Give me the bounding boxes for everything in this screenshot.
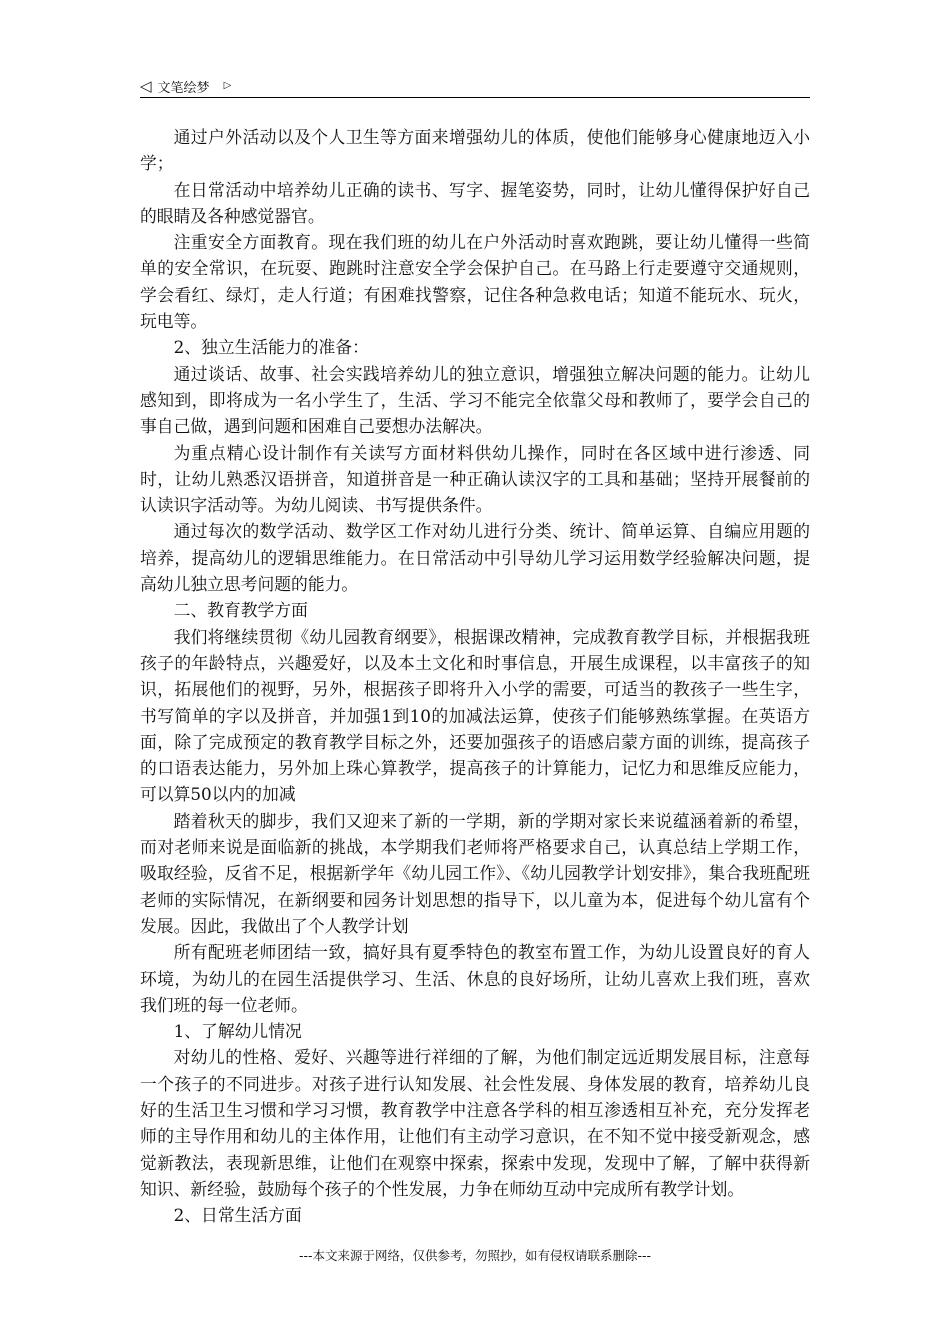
page-header — [140, 74, 810, 98]
paragraph: 为重点精心设计制作有关读写方面材料供幼儿操作，同时在各区域中进行渗透、同时，让幼儿熟悉汉语拼音，知道拼音是一种正确认读汉字的工具和基础；坚持开展餐前的认读识字活动等。为幼儿阅读、书写提供条件。 — [140, 442, 810, 516]
section-heading: 1、了解幼儿情况 — [173, 1021, 302, 1042]
paragraph: 对幼儿的性格、爱好、兴趣等进行祥细的了解，为他们制定远近期发展目标，注意每一个孩子的不同进步。对孩子进行认知发展、社会性发展、身体发展的教育，培养幼儿良好的生活卫生习惯和学习习惯，教育教学中注意各学科的相互渗透相互补充，充分发挥老师的主导作用和幼儿的主体作用，让他们有主动学习意识，在不知不觉中接受新观念，感觉新教法，表现新思维，让他们在观察中探索，探索中发现，发现中了解，了解中获得新知识、新经验，鼓励每个孩子的个性发展，力争在师幼互动中完成所有教学计划。 — [140, 1047, 810, 1199]
section-heading: 二、教育教学方面 — [173, 600, 308, 621]
paragraph: 注重安全方面教育。现在我们班的幼儿在户外活动时喜欢跑跳，要让幼儿懂得一些简单的安全常识，在玩耍、跑跳时注意安全学会保护自己。在马路上行走要遵守交通规则，学会看红、绿灯，走人行道；有困难找警察，记住各种急救电话；知道不能玩水、玩火，玩电等。 — [140, 232, 810, 332]
section-heading: 2、独立生活能力的准备： — [173, 337, 369, 358]
paragraph: 我们将继续贯彻《幼儿园教育纲要》，根据课改精神，完成教育教学目标，并根据我班孩子的年龄特点，兴趣爱好，以及本土文化和时事信息，开展生成课程，以丰富孩子的知识，拓展他们的视野，另外，根据孩子即将升入小学的需要，可适当的教孩子一些生字，书写简单的字以及拼音，并加强1到10的加减法运算，使孩子们能够熟练掌握。在英语方面，除了完成预定的教育教学目标之外，还要加强孩子的语感启蒙方面的训练，提高孩子的口语表达能力，另外加上珠心算教学，提高孩子的计算能力，记忆力和思维反应能力，可以算50以内的加减 — [140, 626, 810, 805]
header-rule — [140, 97, 810, 98]
paragraph: 通过户外活动以及个人卫生等方面来增强幼儿的体质，使他们能够身心健康地迈入小学； — [140, 127, 810, 174]
paragraph: 所有配班老师团结一致，搞好具有夏季特色的教室布置工作，为幼儿设置良好的育人环境，为幼儿的在园生活提供学习、生活、休息的良好场所，让幼儿喜欢上我们班，喜欢我们班的每一位老师。 — [140, 942, 810, 1015]
paragraph: 通过每次的数学活动、数学区工作对幼儿进行分类、统计、简单运算、自编应用题的培养，提高幼儿的逻辑思维能力。在日常活动中引导幼儿学习运用数学经验解决问题，提高幼儿独立思考问题的能力。 — [140, 521, 810, 595]
page-footer: ---本文来源于网络，仅供参考，勿照抄，如有侵权请联系删除--- — [298, 1248, 652, 1263]
header-title: 文笔绘梦 — [157, 80, 210, 96]
paragraph: 在日常活动中培养幼儿正确的读书、写字、握笔姿势，同时，让幼儿懂得保护好自己的眼睛及各种感觉器官。 — [140, 179, 810, 226]
triangle-right-icon: ▷ — [223, 80, 232, 91]
paragraph: 通过谈话、故事、社会实践培养幼儿的独立意识，增强独立解决问题的能力。让幼儿感知到，即将成为一名小学生了，生活、学习不能完全依靠父母和教师了，要学会自己的事自己做，遇到问题和困难自己要想办法解决。 — [140, 363, 810, 437]
document-body — [140, 124, 810, 1228]
section-heading: 2、日常生活方面 — [173, 1205, 302, 1226]
paragraph: 踏着秋天的脚步，我们又迎来了新的一学期，新的学期对家长来说蕴涵着新的希望，而对老师来说是面临新的挑战，本学期我们老师将严格要求自己，认真总结上学期工作，吸取经验，反省不足，根据新学年《幼儿园工作》、《幼儿园教学计划安排》，集合我班配班老师的实际情况，在新纲要和园务计划思想的指导下，以儿童为本，促进每个幼儿富有个发展。因此，我做出了个人教学计划 — [140, 810, 810, 936]
triangle-left-icon: ◁ — [140, 76, 152, 95]
